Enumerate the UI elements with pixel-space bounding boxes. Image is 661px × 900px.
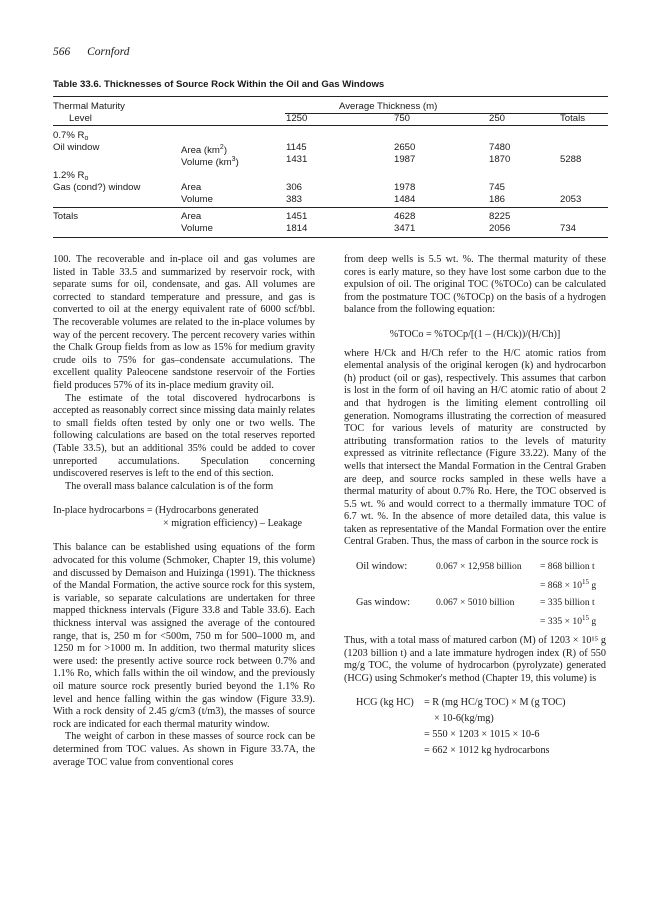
head-average-thickness: Average Thickness (m) [339, 101, 438, 112]
val-oil-vol-1250: 1431 [286, 154, 308, 165]
val-oil-area-250: 7480 [489, 142, 511, 153]
val-tot-vol-total: 734 [560, 223, 577, 234]
table-top-rule [53, 96, 608, 97]
right-column [344, 254, 606, 761]
val-oil-vol-total: 5288 [560, 154, 582, 165]
head-1250: 1250 [286, 113, 308, 124]
val-tot-area-1250: 1451 [286, 211, 308, 222]
hcg-line-2: × 10-6(kg/mg) [434, 713, 494, 725]
row-oil-window: Oil window [53, 142, 100, 153]
running-head-author: Cornford [87, 46, 130, 58]
gas-window-label: Gas window: [356, 597, 411, 609]
left-column [53, 254, 315, 769]
head-bottom-rule [53, 125, 608, 126]
val-tot-area-750: 4628 [394, 211, 416, 222]
val-gas-vol-1250: 383 [286, 194, 303, 205]
head-level: Level [69, 113, 92, 124]
hcg-line-4: = 662 × 1012 kg hydrocarbons [424, 745, 550, 757]
val-tot-vol-250: 2056 [489, 223, 511, 234]
val-tot-vol-1250: 1814 [286, 223, 308, 234]
val-gas-vol-total: 2053 [560, 194, 582, 205]
gas-window-result: = 335 billion t [540, 597, 595, 609]
row-totals-volume: Volume [181, 223, 213, 234]
row-totals: Totals [53, 211, 79, 222]
row-gas-volume: Volume [181, 194, 213, 205]
gas-window-calc: 0.067 × 5010 billion [436, 597, 515, 609]
val-tot-vol-750: 3471 [394, 223, 416, 234]
val-gas-area-750: 1978 [394, 182, 416, 193]
head-250: 250 [489, 113, 506, 124]
right-paragraph-3: Thus, with a total mass of matured carbon (M) of 1203 × 10¹⁵ g (1203 billion t) and a late immature hydrogen index (R) of 550 mg/g TOC, the volume of hydrocarbon (pyrolyzate) generated (HCG) using Schmoker's method (Chapter 19, this volume) is [344, 635, 606, 684]
row-totals-area: Area [181, 211, 202, 222]
val-oil-vol-750: 1987 [394, 154, 416, 165]
left-paragraph-3: The overall mass balance calculation is of the form [65, 480, 274, 492]
left-paragraph-4: This balance can be established using equations of the form advocated for this volume (Schmoker, Chapter 19, this volume) and discussed by Demaison and Huizinga (1991). The thickness of the Mandal Formation, the active source rock for this system, is variable, so separate calculations are undertaken for three mapped thickness intervals (Figure 33.8 and Table 33.6). Each thickness interval was assigned the average of the contoured range, that is, 250 m for <500m, 750 m for 500–1000 m, and 1250 m for >1000 m. In addition, two thermal maturity slices were used: the presently active source rock between 0.7% and 1.1% Ro, which falls within the oil window, and the previously oil mature source rock presently buried beyond the 1.1% Ro level and hence falling within the gas window (Figure 33.9). With a rock density of 2.45 g/cm3 (t/m3), the masses of source rock are indicated for each thermal maturity window. [53, 542, 315, 730]
row-gas-area: Area [181, 182, 202, 193]
head-thermal-maturity: Thermal Maturity [53, 101, 125, 112]
table-caption: Table 33.6. Thicknesses of Source Rock Within the Oil and Gas Windows [53, 79, 385, 90]
oil-window-label: Oil window: [356, 561, 408, 573]
left-paragraph-1: 100. The recoverable and in-place oil and gas volumes are listed in Table 33.5 and summarized by reservoir rock, with separate sums for oil, condensate, and gas. All volumes are corrected to standard temperature and pressure, and gas is converted to oil at the energy equivalent rate of 6000 scf/bbl. The recoverable volumes are related to the in-place volumes by way of the percent recovery. The percent recovery varies within the Chalk Group fields from as low as 15% for medium gravity crude oils to 75% for gas–condensate accumulations. The excellent quality Paleocene sandstone reservoir of the Forties field produces 57% of its in-place medium gravity oil. [53, 254, 315, 391]
val-gas-vol-250: 186 [489, 194, 506, 205]
running-header [53, 46, 130, 58]
row-ro-07: 0.7% $R_o$ [53, 130, 89, 142]
page-number: 566 [53, 46, 71, 58]
row-volume-km3: Volume $(km^3)$ [181, 156, 239, 168]
val-gas-area-1250: 306 [286, 182, 303, 193]
hcg-lhs: HCG (kg HC) [356, 697, 414, 709]
row-area-km2: Area $(km^2)$ [181, 144, 228, 156]
right-paragraph-2: where H/Ck and H/Ch refer to the H/C atomic ratios from elemental analysis of the original kerogen (k) and hydrocarbon (h) product (oil or gas), respectively. This assumes that carbon is lost in the form of oil having an H/C atomic ratio of about 2 and that hydrogen is the limiting element controlling oil generation. Nomograms illustrating the correction of measured TOC for various levels of maturity are constructed by attributing transformation ratios to the levels of maturity expressed as vitrinite reflectance (Figure 33.22). Many of the wells that intersect the Mandal Formation in the Central Graben are deep, and source rocks sampled in these wells have a thermal maturity of about 0.7% Ro. Here, the TOC observed is 5.5 wt. % and would correct to a thermally immature TOC of 6.7 wt. %. In the absence of more detailed data, this value is taken as representative of the Mandal Formation over the entire Central Graben. Thus, the mass of carbon in the source rock is [344, 347, 606, 548]
mass-balance-equation-line-2: × migration efficiency) – Leakage [163, 517, 303, 529]
oil-window-result-grams: = $868 \times 10^{15}$ g [540, 578, 597, 592]
row-gas-window: Gas (cond?) window [53, 182, 141, 193]
carbon-mass-calculations [344, 561, 606, 628]
toc-equation: %TOCo = %TOCp/[(1 – (H/Ck))/(H/Ch)] [389, 328, 561, 340]
hcg-line-3: = 550 × 1203 × 1015 × 10-6 [424, 729, 540, 741]
oil-window-result: = 868 billion t [540, 561, 595, 573]
oil-window-calc: 0.067 × 12,958 billion [436, 561, 522, 573]
left-paragraph-5: The weight of carbon in these masses of source rock can be determined from TOC values. As shown in Figure 33.7A, the average TOC value from conventional cores [53, 731, 315, 768]
hcg-equation [344, 697, 606, 761]
head-750: 750 [394, 113, 411, 124]
val-oil-area-1250: 1145 [286, 142, 307, 153]
table-bottom-rule [53, 237, 608, 238]
val-gas-vol-750: 1484 [394, 194, 416, 205]
row-ro-12: 1.2% $R_o$ [53, 170, 89, 182]
val-tot-area-250: 8225 [489, 211, 511, 222]
mass-balance-equation-line-1: In-place hydrocarbons = (Hydrocarbons generated [53, 505, 259, 517]
val-oil-area-750: 2650 [394, 142, 416, 153]
gas-window-result-grams: = $335 \times 10^{15}$ g [540, 614, 597, 628]
head-totals: Totals [560, 113, 586, 124]
val-gas-area-250: 745 [489, 182, 506, 193]
val-oil-vol-250: 1870 [489, 154, 511, 165]
hcg-line-1: = R (mg HC/g TOC) × M (g TOC) [424, 697, 566, 709]
totals-rule [53, 207, 608, 208]
left-paragraph-2: The estimate of the total discovered hydrocarbons is accepted as reasonably correct since missing data mainly relates to small fields often tested by only one or two wells. The following calculations are based on the total reserves reported (Table 33.5), but an additional 35% could be added to cover unreported accumulations. Speculation concerning undiscovered reserves is left to the end of this section. [53, 392, 315, 480]
right-paragraph-1: from deep wells is 5.5 wt. %. The thermal maturity of these cores is early mature, so they have lost some carbon due to the expulsion of oil. The original TOC (%TOCo) can be calculated from the postmature TOC (%TOCp) on the basis of a hydrogen balance from the following equation: [344, 254, 606, 316]
